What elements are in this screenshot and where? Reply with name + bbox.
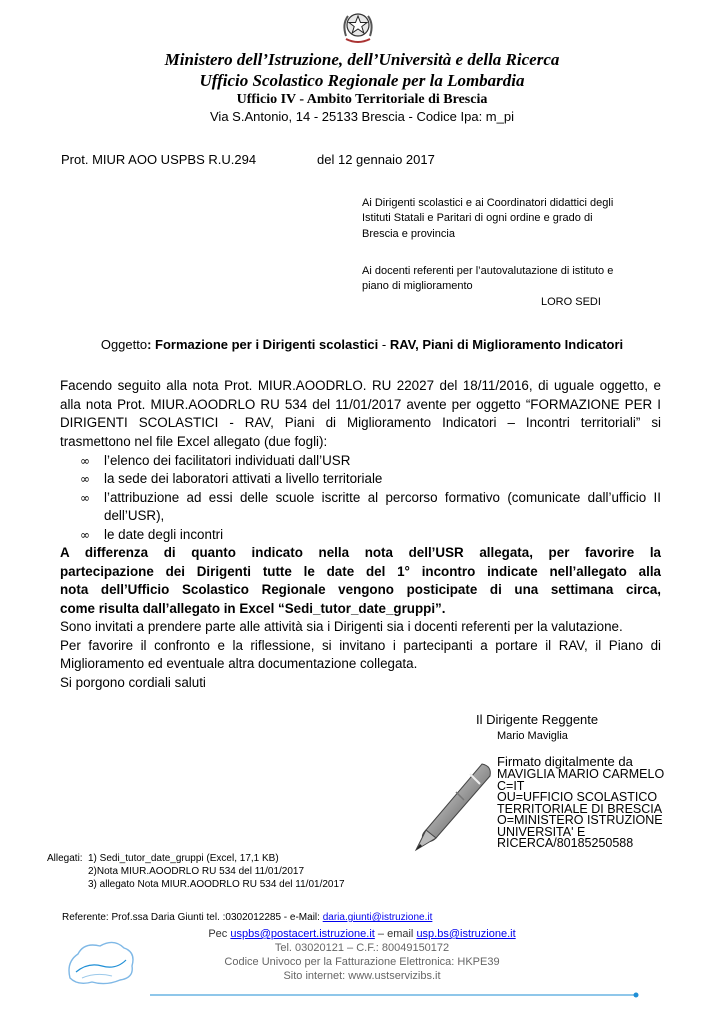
body-paragraph: Miglioramento ed eventuale altra documentazione collegata. <box>60 656 418 671</box>
digital-signature-pen-icon <box>406 758 498 856</box>
footer-divider <box>150 985 640 991</box>
digital-signature-line: O=MINISTERO ISTRUZIONE <box>497 813 663 827</box>
list-item: l’attribuzione ad essi delle scuole iscritte al percorso formativo (comunicate dall’ufficio II <box>104 490 661 505</box>
referent-line <box>62 912 432 924</box>
recipient-line: Istituti Statali e Paritari di ogni ordine e grado di <box>362 212 593 224</box>
attachment-item: 1) Sedi_tutor_date_gruppi (Excel, 17,1 KB) <box>88 853 279 864</box>
billing-code-line: Codice Univoco per la Fatturazione Elettronica: HKPE39 <box>224 956 500 968</box>
loro-sedi: LORO SEDI <box>541 296 601 308</box>
subject-dash: - <box>378 337 390 352</box>
bullet-icon: ∞ <box>80 528 90 542</box>
digital-signature-line: TERRITORIALE DI BRESCIA <box>497 801 663 816</box>
body-paragraph: Per favorire il confronto e la riflessione, si invitano i partecipanti a portare il RAV, il Piano di <box>60 638 661 653</box>
attachments-label: Allegati: <box>47 853 83 864</box>
recipient-line: Ai Dirigenti scolastici e ai Coordinatori didattici degli <box>362 197 614 209</box>
body-paragraph: Sono invitati a prendere parte alle attività sia i Dirigenti sia i docenti referenti per la valutazione. <box>60 619 623 634</box>
pec-label: Pec <box>208 928 228 940</box>
subject-text: : Formazione per i Dirigenti scolastici <box>147 337 379 352</box>
body-line: DIRIGENTI SCOLASTICI - RAV, Piani di Miglioramento Indicatori – Incontri territoriali” si <box>60 415 661 430</box>
list-item: le date degli incontri <box>104 527 224 542</box>
bold-line: partecipazione dei Dirigenti tutte le date del 1° incontro indicate nell’allegato alla <box>60 564 661 579</box>
bullet-icon: ∞ <box>80 472 90 486</box>
ministry-title: Ministero dell’Istruzione, dell’Università e della Ricerca <box>164 50 560 69</box>
subject-label: Oggetto <box>100 337 148 352</box>
digital-signature-line: RICERCA/80185250588 <box>497 836 634 850</box>
referent-email-link[interactable]: daria.giunti@istruzione.it <box>322 912 433 923</box>
tel-line: Tel. 03020121 – C.F.: 80049150172 <box>274 942 450 954</box>
website-line: Sito internet: www.ustservizibs.it <box>283 970 441 982</box>
list-item-continuation: dell’USR), <box>104 508 165 523</box>
pec-email-link[interactable]: uspbs@postacert.istruzione.it <box>230 928 375 940</box>
bullet-icon: ∞ <box>80 491 90 505</box>
subject-text-2: RAV, Piani di Miglioramento Indicatori <box>389 337 624 352</box>
email-link[interactable]: usp.bs@istruzione.it <box>416 928 516 940</box>
bold-line: nota dell’Ufficio Scolastico Regionale vengono posticipate di una settimana circa, <box>60 582 661 597</box>
digital-signature-line: OU=UFFICIO SCOLASTICO <box>497 790 658 804</box>
protocol-number: Prot. MIUR AOO USPBS R.U.294 <box>61 152 257 167</box>
digital-signature-line: MAVIGLIA MARIO CARMELO <box>497 767 665 781</box>
closing-greeting: Si porgono cordiali saluti <box>60 675 206 690</box>
bold-line: A differenza di quanto indicato nella nota dell’USR allegata, per favorire la <box>60 545 661 560</box>
body-line: trasmettono nel file Excel allegato (due fogli): <box>60 434 328 449</box>
recipient-line: Ai docenti referenti per l’autovalutazione di istituto e <box>362 265 614 277</box>
bullet-icon: ∞ <box>80 454 90 468</box>
bold-line: come risulta dall’allegato in Excel “Sedi_tutor_date_gruppi”. <box>60 601 446 616</box>
protocol-date: del 12 gennaio 2017 <box>317 152 435 167</box>
digital-signature-line: UNIVERSITA' E <box>497 824 586 839</box>
body-line: alla nota Prot. MIUR.AOODRLO RU 534 del 11/01/2017 avente per oggetto “FORMAZIONE PER I <box>60 397 661 412</box>
attachment-item: 3) allegato Nota MIUR.AOODRLO RU 534 del 11/01/2017 <box>88 879 345 890</box>
digital-signature-line: C=IT <box>497 778 525 793</box>
email-separator: – email <box>377 928 414 940</box>
list-item: l’elenco dei facilitatori individuati dall’USR <box>104 453 351 468</box>
digital-signature-line: Firmato digitalmente da <box>497 754 633 769</box>
contact-line <box>0 928 724 941</box>
digital-signature-block <box>497 755 687 850</box>
attachment-item: 2)Nota MIUR.AOODRLO RU 534 del 11/01/2017 <box>88 866 305 877</box>
signatory-title: Il Dirigente Reggente <box>476 712 599 727</box>
list-item: la sede dei laboratori attivati a livello territoriale <box>104 471 383 486</box>
office-title: Ufficio Scolastico Regionale per la Lombardia <box>199 71 525 90</box>
subject-line <box>0 337 724 353</box>
recipient-line: piano di miglioramento <box>362 280 473 292</box>
recipient-line: Brescia e provincia <box>362 228 455 240</box>
body-line: Facendo seguito alla nota Prot. MIUR.AOODRLO. RU 22027 del 18/11/2016, di uguale oggetto, e <box>60 378 661 393</box>
department-title: Ufficio IV - Ambito Territoriale di Brescia <box>236 92 488 107</box>
office-address: Via S.Antonio, 14 - 25133 Brescia - Codice Ipa: m_pi <box>210 109 514 124</box>
italian-republic-emblem-icon <box>340 6 376 46</box>
signatory-name: Mario Maviglia <box>497 730 568 742</box>
referent-text: Referente: Prof.ssa Daria Giunti tel. :0302012285 - e-Mail: <box>62 912 320 923</box>
